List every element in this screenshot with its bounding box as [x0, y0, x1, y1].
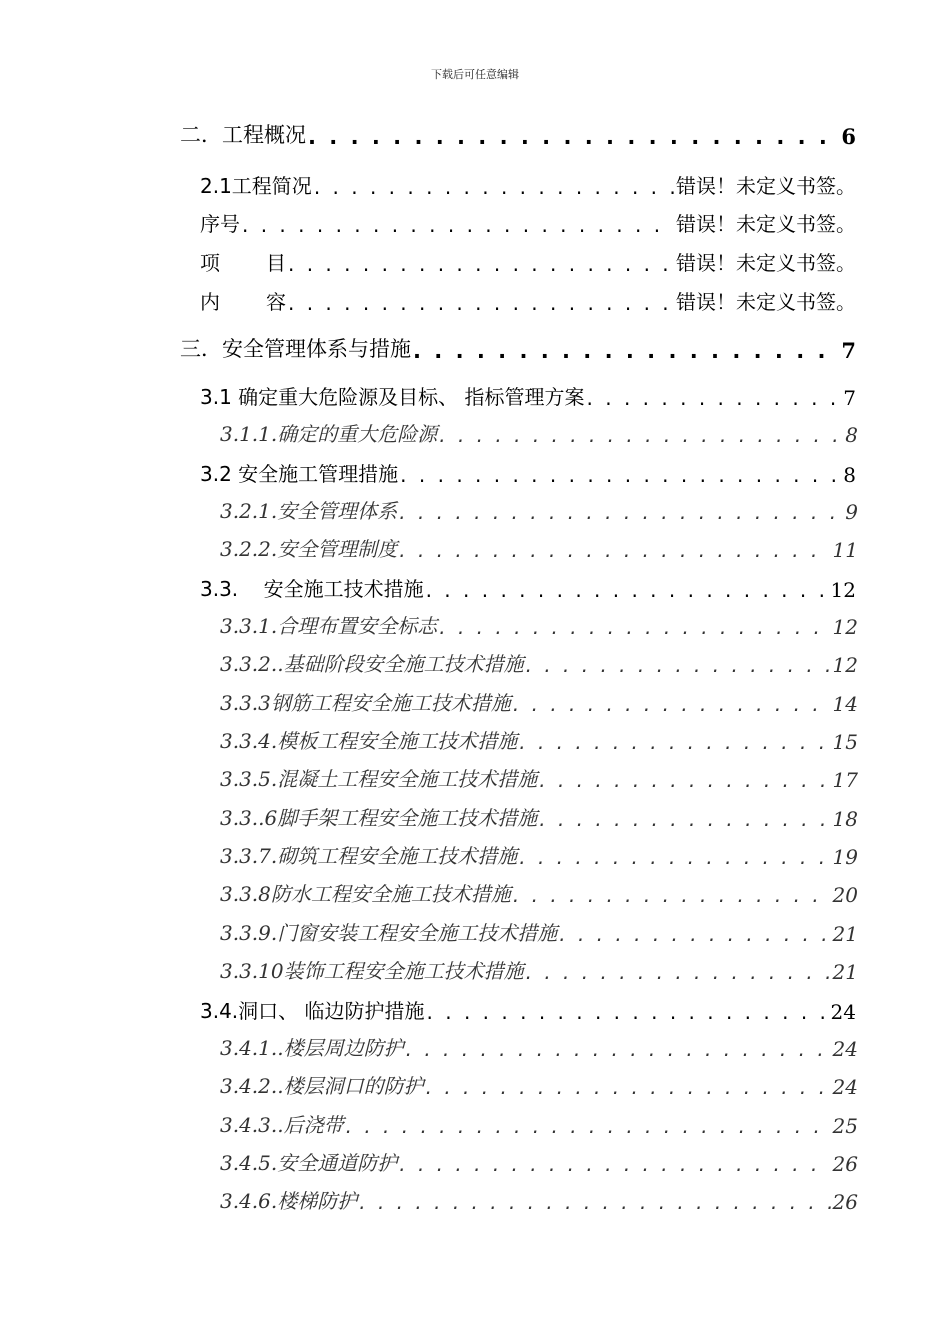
toc-entry[interactable]: [180, 333, 856, 363]
toc-entry-label: 序号: [200, 212, 240, 236]
toc-entry-label: 3.4.1..楼层周边防护: [220, 1036, 404, 1060]
toc-entry-page: 错误！未定义书签。: [676, 290, 856, 314]
toc-leader-dots: [519, 845, 830, 869]
toc-entry-page: 错误！未定义书签。: [676, 212, 856, 236]
toc-entry-page: 12: [830, 578, 856, 602]
toc-entry-page: 8: [845, 423, 858, 447]
toc-entry-page: 12: [832, 653, 858, 677]
toc-entry[interactable]: [220, 611, 858, 639]
toc-leader-dots: [439, 423, 843, 447]
toc-entry-label: 3.3.5.混凝土工程安全施工技术措施: [220, 767, 538, 791]
toc-entry-page: 9: [845, 500, 858, 524]
toc-entry[interactable]: [180, 119, 856, 149]
toc-entry[interactable]: [220, 1110, 858, 1138]
toc-entry-page: 21: [832, 960, 858, 984]
toc-leader-dots: [413, 339, 839, 363]
toc-leader-dots: [539, 768, 830, 792]
toc-entry-page: 26: [832, 1152, 858, 1176]
toc-leader-dots: [288, 252, 674, 276]
toc-entry-label: 3.4.6.楼梯防护: [220, 1189, 358, 1213]
toc-leader-dots: [314, 175, 674, 199]
toc-entry-page: 15: [832, 730, 858, 754]
toc-entry-label-part: 目: [266, 251, 286, 275]
toc-entry[interactable]: [220, 1186, 858, 1214]
toc-entry[interactable]: [220, 841, 858, 869]
toc-entry-page: 12: [832, 615, 858, 639]
toc-entry[interactable]: [220, 496, 858, 524]
toc-leader-dots: [242, 213, 674, 237]
toc-leader-dots: [359, 1190, 830, 1214]
toc-entry-page: 20: [832, 883, 858, 907]
page-header: 下载后可任意编辑: [431, 68, 519, 81]
toc-entry-page: 7: [841, 338, 856, 363]
toc-entry-page: 6: [841, 124, 856, 149]
toc-entry-page: 8: [843, 463, 856, 487]
toc-leader-dots: [399, 500, 843, 524]
toc-entry-page: 17: [832, 768, 858, 792]
toc-entry-label: 3.3.4.模板工程安全施工技术措施: [220, 729, 518, 753]
toc-leader-dots: [426, 1075, 831, 1099]
toc-leader-dots: [426, 578, 829, 602]
toc-entry-page: 14: [832, 692, 858, 716]
toc-entry-page: 24: [832, 1075, 858, 1099]
toc-entry[interactable]: [220, 803, 858, 831]
toc-leader-dots: [399, 1152, 830, 1176]
toc-entry[interactable]: [200, 994, 856, 1024]
toc-entry-label-part: 项: [200, 251, 220, 275]
toc-entry[interactable]: [200, 169, 856, 199]
toc-entry-label: 3.3. 安全施工技术措施: [200, 577, 424, 601]
toc-entry-label: 3.4.2..楼层洞口的防护: [220, 1074, 424, 1098]
toc-leader-dots: [308, 125, 839, 149]
toc-entry-label: [200, 247, 286, 276]
toc-entry-page: 24: [830, 1000, 856, 1024]
toc-entry[interactable]: [200, 380, 856, 410]
toc-entry[interactable]: [200, 572, 856, 602]
toc-leader-dots: [587, 386, 842, 410]
toc-entry-label: 3.3..6脚手架工程安全施工技术措施: [220, 806, 538, 830]
toc-entry-page: 错误！未定义书签。: [676, 174, 856, 198]
toc-entry[interactable]: [220, 726, 858, 754]
toc-entry-label: 3.2.1.安全管理体系: [220, 499, 398, 523]
toc-entry[interactable]: [220, 918, 858, 946]
toc-entry-label: 3.4.洞口、 临边防护措施: [200, 999, 425, 1023]
toc-entry-page: 21: [832, 922, 858, 946]
toc-leader-dots: [519, 730, 830, 754]
toc-entry[interactable]: [220, 1071, 858, 1099]
toc-entry[interactable]: [220, 1033, 858, 1061]
toc-entry-label: 3.3.3钢筋工程安全施工技术措施: [220, 691, 511, 715]
toc-leader-dots: [346, 1114, 831, 1138]
toc-entry-page: 19: [832, 845, 858, 869]
toc-entry-label: 3.3.10装饰工程安全施工技术措施: [220, 959, 524, 983]
toc-entry-label: 3.2.2.安全管理制度: [220, 537, 398, 561]
toc-entry[interactable]: [220, 879, 858, 907]
toc-entry-page: 11: [832, 538, 858, 562]
toc-entry-label: 2.1工程简况: [200, 174, 312, 198]
toc-entry[interactable]: [220, 956, 858, 984]
toc-entry-page: 错误！未定义书签。: [676, 251, 856, 275]
toc-leader-dots: [427, 1000, 829, 1024]
toc-entry[interactable]: [200, 285, 856, 315]
toc-entry[interactable]: [220, 764, 858, 792]
toc-entry-page: 18: [832, 807, 858, 831]
toc-leader-dots: [526, 960, 831, 984]
toc-entry[interactable]: [200, 207, 856, 237]
toc-entry-label: 3.1.1.确定的重大危险源: [220, 422, 438, 446]
toc-entry-label: 3.3.9.门窗安装工程安全施工技术措施: [220, 921, 558, 945]
toc-entry-label: 3.4.5.安全通道防护: [220, 1151, 398, 1175]
toc-entry-label: 3.1 确定重大危险源及目标、 指标管理方案: [200, 385, 585, 409]
toc-leader-dots: [406, 1037, 831, 1061]
toc-entry[interactable]: [220, 688, 858, 716]
toc-leader-dots: [400, 463, 841, 487]
toc-entry-page: 25: [832, 1114, 858, 1138]
toc-entry-page: 26: [832, 1190, 858, 1214]
toc-entry[interactable]: [200, 246, 856, 276]
toc-entry[interactable]: [220, 534, 858, 562]
toc-entry-page: 24: [832, 1037, 858, 1061]
toc-leader-dots: [399, 538, 830, 562]
toc-entry-label: [200, 286, 286, 315]
toc-entry[interactable]: [200, 457, 856, 487]
toc-entry-label: 3.3.7.砌筑工程安全施工技术措施: [220, 844, 518, 868]
toc-entry-label: 3.3.1.合理布置安全标志: [220, 614, 438, 638]
toc-leader-dots: [439, 615, 830, 639]
toc-leader-dots: [559, 922, 830, 946]
toc-leader-dots: [288, 291, 674, 315]
toc-entry-label: 3.4.3..后浇带: [220, 1113, 344, 1137]
toc-leader-dots: [526, 653, 831, 677]
toc-entry-page: 7: [843, 386, 856, 410]
toc-entry-label: 3.2 安全施工管理措施: [200, 462, 399, 486]
toc-leader-dots: [513, 692, 831, 716]
toc-entry[interactable]: [220, 649, 858, 677]
toc-entry-label: 二．工程概况: [180, 123, 306, 147]
toc-entry-label-part: 内: [200, 290, 220, 314]
toc-entry-label: 3.3.2..基础阶段安全施工技术措施: [220, 652, 524, 676]
toc-entry-label: 3.3.8防水工程安全施工技术措施: [220, 882, 511, 906]
toc-leader-dots: [539, 807, 830, 831]
toc-entry-label: 三．安全管理体系与措施: [180, 337, 411, 361]
toc-entry[interactable]: [220, 419, 858, 447]
toc-leader-dots: [513, 883, 831, 907]
toc-entry-label-part: 容: [266, 290, 286, 314]
toc-entry[interactable]: [220, 1148, 858, 1176]
